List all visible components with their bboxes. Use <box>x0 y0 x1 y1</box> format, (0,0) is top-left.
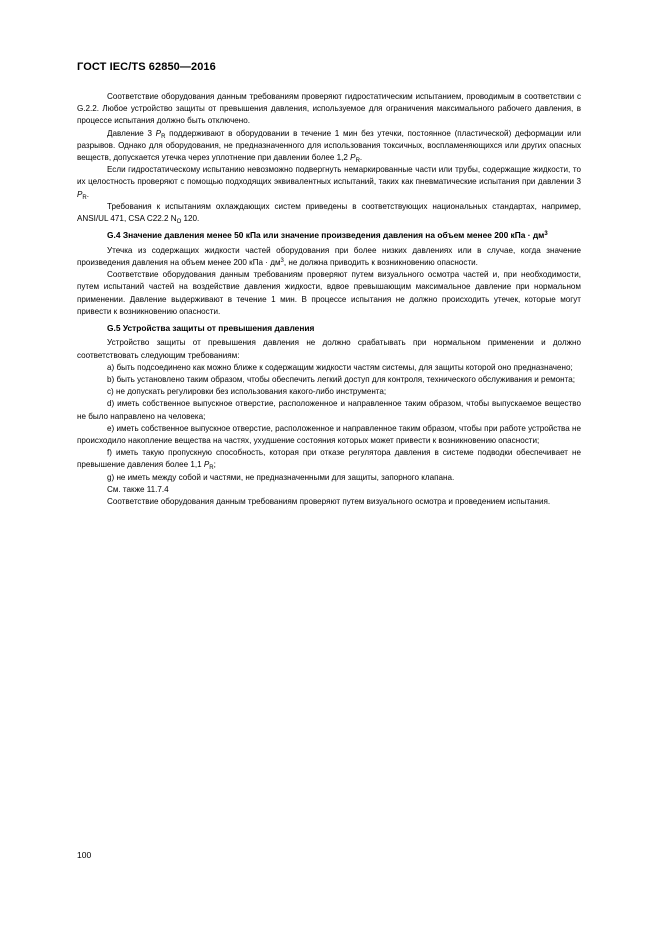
list-item-e: e) иметь собственное выпускное отверстие, расположенное и направленное таким образом, чтобы при работе устройства не происходило накопление вещества на частях, ухудшение состояния которых может привести к возникновению опасности; <box>77 423 581 446</box>
variable: P <box>77 189 83 199</box>
text-run: 120. <box>181 214 200 224</box>
paragraph: Соответствие оборудования данным требованиям проверяют гидростатическим испытанием, проводимым в соответствии с G.2.2. Любое устройство защиты от превышения давления, используемое для ограничения максимального рабочего давления, в процессе испытания должно быть отключено. <box>77 92 581 126</box>
list-item-d: d) иметь собственное выпускное отверстие, расположенное и направленное таким образом, чтобы выпускаемое вещество не было направлено на человека; <box>77 399 581 421</box>
subscript: R <box>209 465 214 472</box>
text-run: Давление 3 <box>107 128 156 138</box>
text-run: f) иметь такую пропускную способность, которая при отказе регулятора давления в системе подводки обеспечивает не превышение давления более 1,1 <box>77 448 581 470</box>
text-run: поддерживают в оборудовании в течение 1 мин без утечки, постоянное (пластической) деформации или разрывов. Однако для оборудования, не предназначенного для использования токсичных, воспламеняющихся или других опасных веществ, допускается утечка через уплотнение при давлении более 1,2 <box>77 128 582 163</box>
section-heading-g5: G.5 Устройства защиты от превышения давления <box>107 322 315 333</box>
document-header: ГОСТ IEC/TS 62850—2016 <box>77 61 216 73</box>
text-run: , не должна приводить к возникновению опасности. <box>283 257 478 267</box>
heading-text: G.4 Значение давления менее 50 кПа или значение произведения давления на объем менее 200 кПа · дм <box>107 230 545 241</box>
document-body <box>77 91 581 508</box>
list-item-g: g) не иметь между собой и частями, не предназначенными для защиты, запорного клапана. <box>107 472 455 482</box>
cross-reference: См. также 11.7.4 <box>107 484 169 494</box>
subscript: R <box>355 158 360 165</box>
variable: P <box>203 460 210 470</box>
paragraph <box>77 128 581 165</box>
variable: P <box>350 153 356 163</box>
variable: P <box>155 128 162 138</box>
text-run: Требования к испытаниям охлаждающих систем приведены в соответствующих национальных стандартах, например, ANSI/UL 471, CSA C22.2 N <box>77 201 581 224</box>
superscript: 3 <box>544 231 548 238</box>
text-run: . <box>359 153 363 163</box>
list-item-a: a) быть подсоединено как можно ближе к содержащим жидкости частям системы, для защиты которой оно предназначено; <box>107 362 573 372</box>
subscript: O <box>176 219 182 226</box>
page-number: 100 <box>77 850 92 860</box>
subscript: R <box>161 133 166 140</box>
list-item-f <box>77 447 581 471</box>
text-run: Утечка из содержащих жидкости частей оборудования при более низких давлениях или в случае, когда значение произведения давления на объем менее 200 кПа · дм <box>77 245 581 267</box>
subscript: R <box>82 194 87 201</box>
paragraph: Соответствие оборудования данным требованиям проверяют путем визуального осмотра и проведением испытания. <box>107 497 551 507</box>
section-heading-g4 <box>77 230 581 242</box>
paragraph <box>77 164 581 201</box>
text-run: . <box>86 189 89 199</box>
paragraph <box>77 245 581 269</box>
paragraph: Устройство защиты от превышения давления не должно срабатывать при нормальном применении и должно соответствовать следующим требованиям: <box>77 338 581 360</box>
paragraph <box>77 201 581 225</box>
list-item-b: b) быть установлено таким образом, чтобы обеспечить легкий доступ для контроля, технического обслуживания и ремонта; <box>107 375 575 385</box>
text-run: ; <box>213 460 216 470</box>
list-item-c: c) не допускать регулировки без использования какого-либо инструмента; <box>107 387 387 397</box>
paragraph: Соответствие оборудования данным требованиям проверяют путем визуального осмотра частей и, при необходимости, путем испытаний частей на воздействие давления жидкости, вдвое превышающим максимальное давление при нормальном применении. Давление выдерживают в течение 1 мин. В процессе испытания не должно происходить утечек, которые могут привести к возникновению опасности. <box>77 270 581 316</box>
text-run: Если гидростатическому испытанию невозможно подвергнуть немаркированные части или трубы, содержащие жидкости, то их целостность проверяют с помощью подходящих эквивалентных испытаний, таких как пневматические испытания при давлении 3 <box>77 165 581 187</box>
superscript: 3 <box>280 257 284 264</box>
